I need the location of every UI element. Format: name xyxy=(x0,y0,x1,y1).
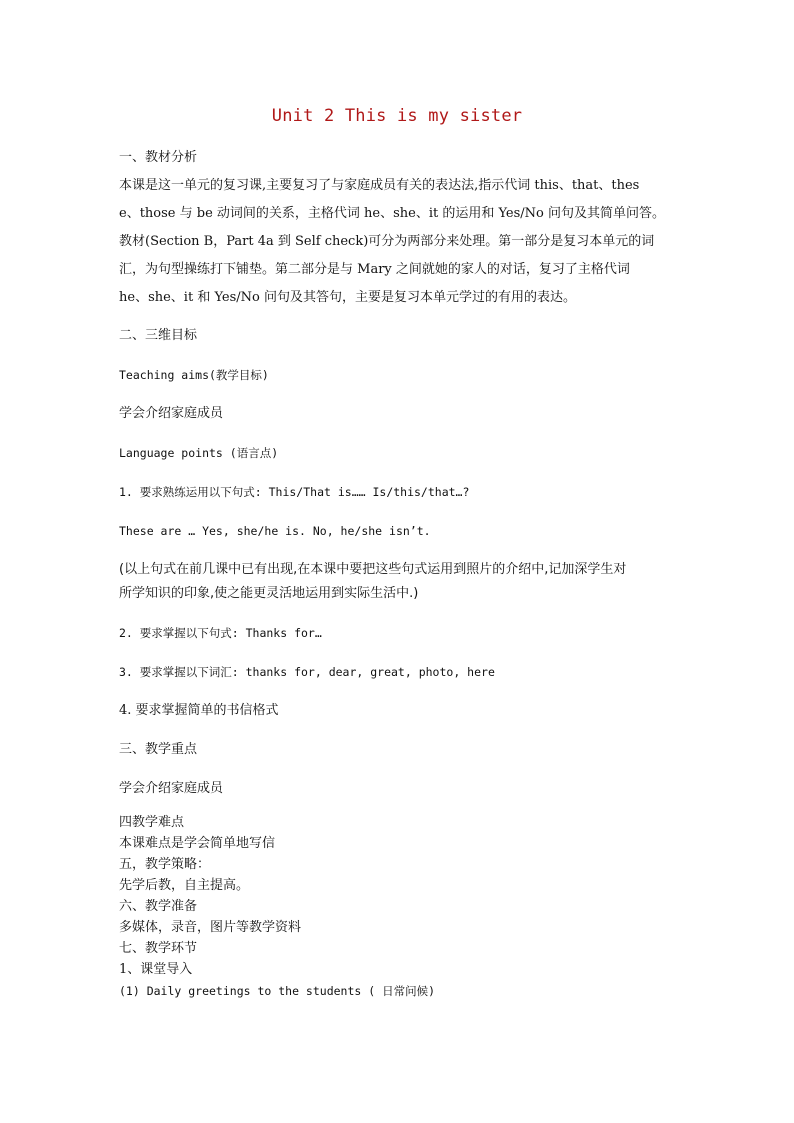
language-point-3: 3. 要求掌握以下词汇: thanks for, dear, great, photo, here xyxy=(119,665,495,679)
key-points-text: 学会介绍家庭成员 xyxy=(119,781,224,796)
procedure-item-1: (1) Daily greetings to the students ( 日常问候) xyxy=(119,984,436,998)
language-point-4: 4. 要求掌握简单的书信格式 xyxy=(119,703,279,718)
analysis-paragraph-line-5: he、she、it 和 Yes/No 问句及其答句，主要是复习本单元学过的有用的表达。 xyxy=(119,290,576,305)
procedure-step-1: 1、课堂导入 xyxy=(119,962,193,977)
aim-introduce-family: 学会介绍家庭成员 xyxy=(119,406,224,421)
teaching-aims-label: Teaching aims(教学目标) xyxy=(119,368,269,382)
section-heading-procedure: 七、教学环节 xyxy=(119,941,198,956)
section-heading-analysis: 一、教材分析 xyxy=(119,150,198,165)
section-heading-strategy: 五，教学策略： xyxy=(119,857,211,872)
language-point-1: 1. 要求熟练运用以下句式: This/That is…… Is/this/that…? xyxy=(119,485,470,499)
note-line-1: (以上句式在前几课中已有出现,在本课中要把这些句式运用到照片的介绍中,记加深学生对 xyxy=(119,562,627,577)
language-point-2: 2. 要求掌握以下句式: Thanks for… xyxy=(119,626,322,640)
analysis-paragraph-line-2: e、those 与 be 动词间的关系，主格代词 he、she、it 的运用和 Yes/No 问句及其简单问答。 xyxy=(119,206,666,221)
section-heading-objectives: 二、三维目标 xyxy=(119,328,198,343)
note-line-2: 所学知识的印象,使之能更灵活地运用到实际生活中.) xyxy=(119,586,419,601)
analysis-paragraph-line-3: 教材(Section B，Part 4a 到 Self check)可分为两部分来处理。第一部分是复习本单元的词 xyxy=(119,234,655,249)
strategy-text: 先学后教，自主提高。 xyxy=(119,878,250,893)
section-heading-key-points: 三、教学重点 xyxy=(119,742,198,757)
analysis-paragraph-line-4: 汇，为句型操练打下铺垫。第二部分是与 Mary 之间就她的家人的对话，复习了主格代词 xyxy=(119,262,630,277)
difficulties-text: 本课难点是学会简单地写信 xyxy=(119,836,276,851)
section-heading-difficulties: 四教学难点 xyxy=(119,815,185,830)
preparation-text: 多媒体，录音，图片等教学资料 xyxy=(119,920,302,935)
document-title: Unit 2 This is my sister xyxy=(271,106,523,126)
section-heading-preparation: 六、教学准备 xyxy=(119,899,198,914)
analysis-paragraph-line-1: 本课是这一单元的复习课,主要复习了与家庭成员有关的表达法,指示代词 this、that、thes xyxy=(119,178,640,193)
language-points-label: Language points (语言点) xyxy=(119,446,279,460)
language-point-1-continued: These are … Yes, she/he is. No, he/she isn’t. xyxy=(119,524,431,538)
